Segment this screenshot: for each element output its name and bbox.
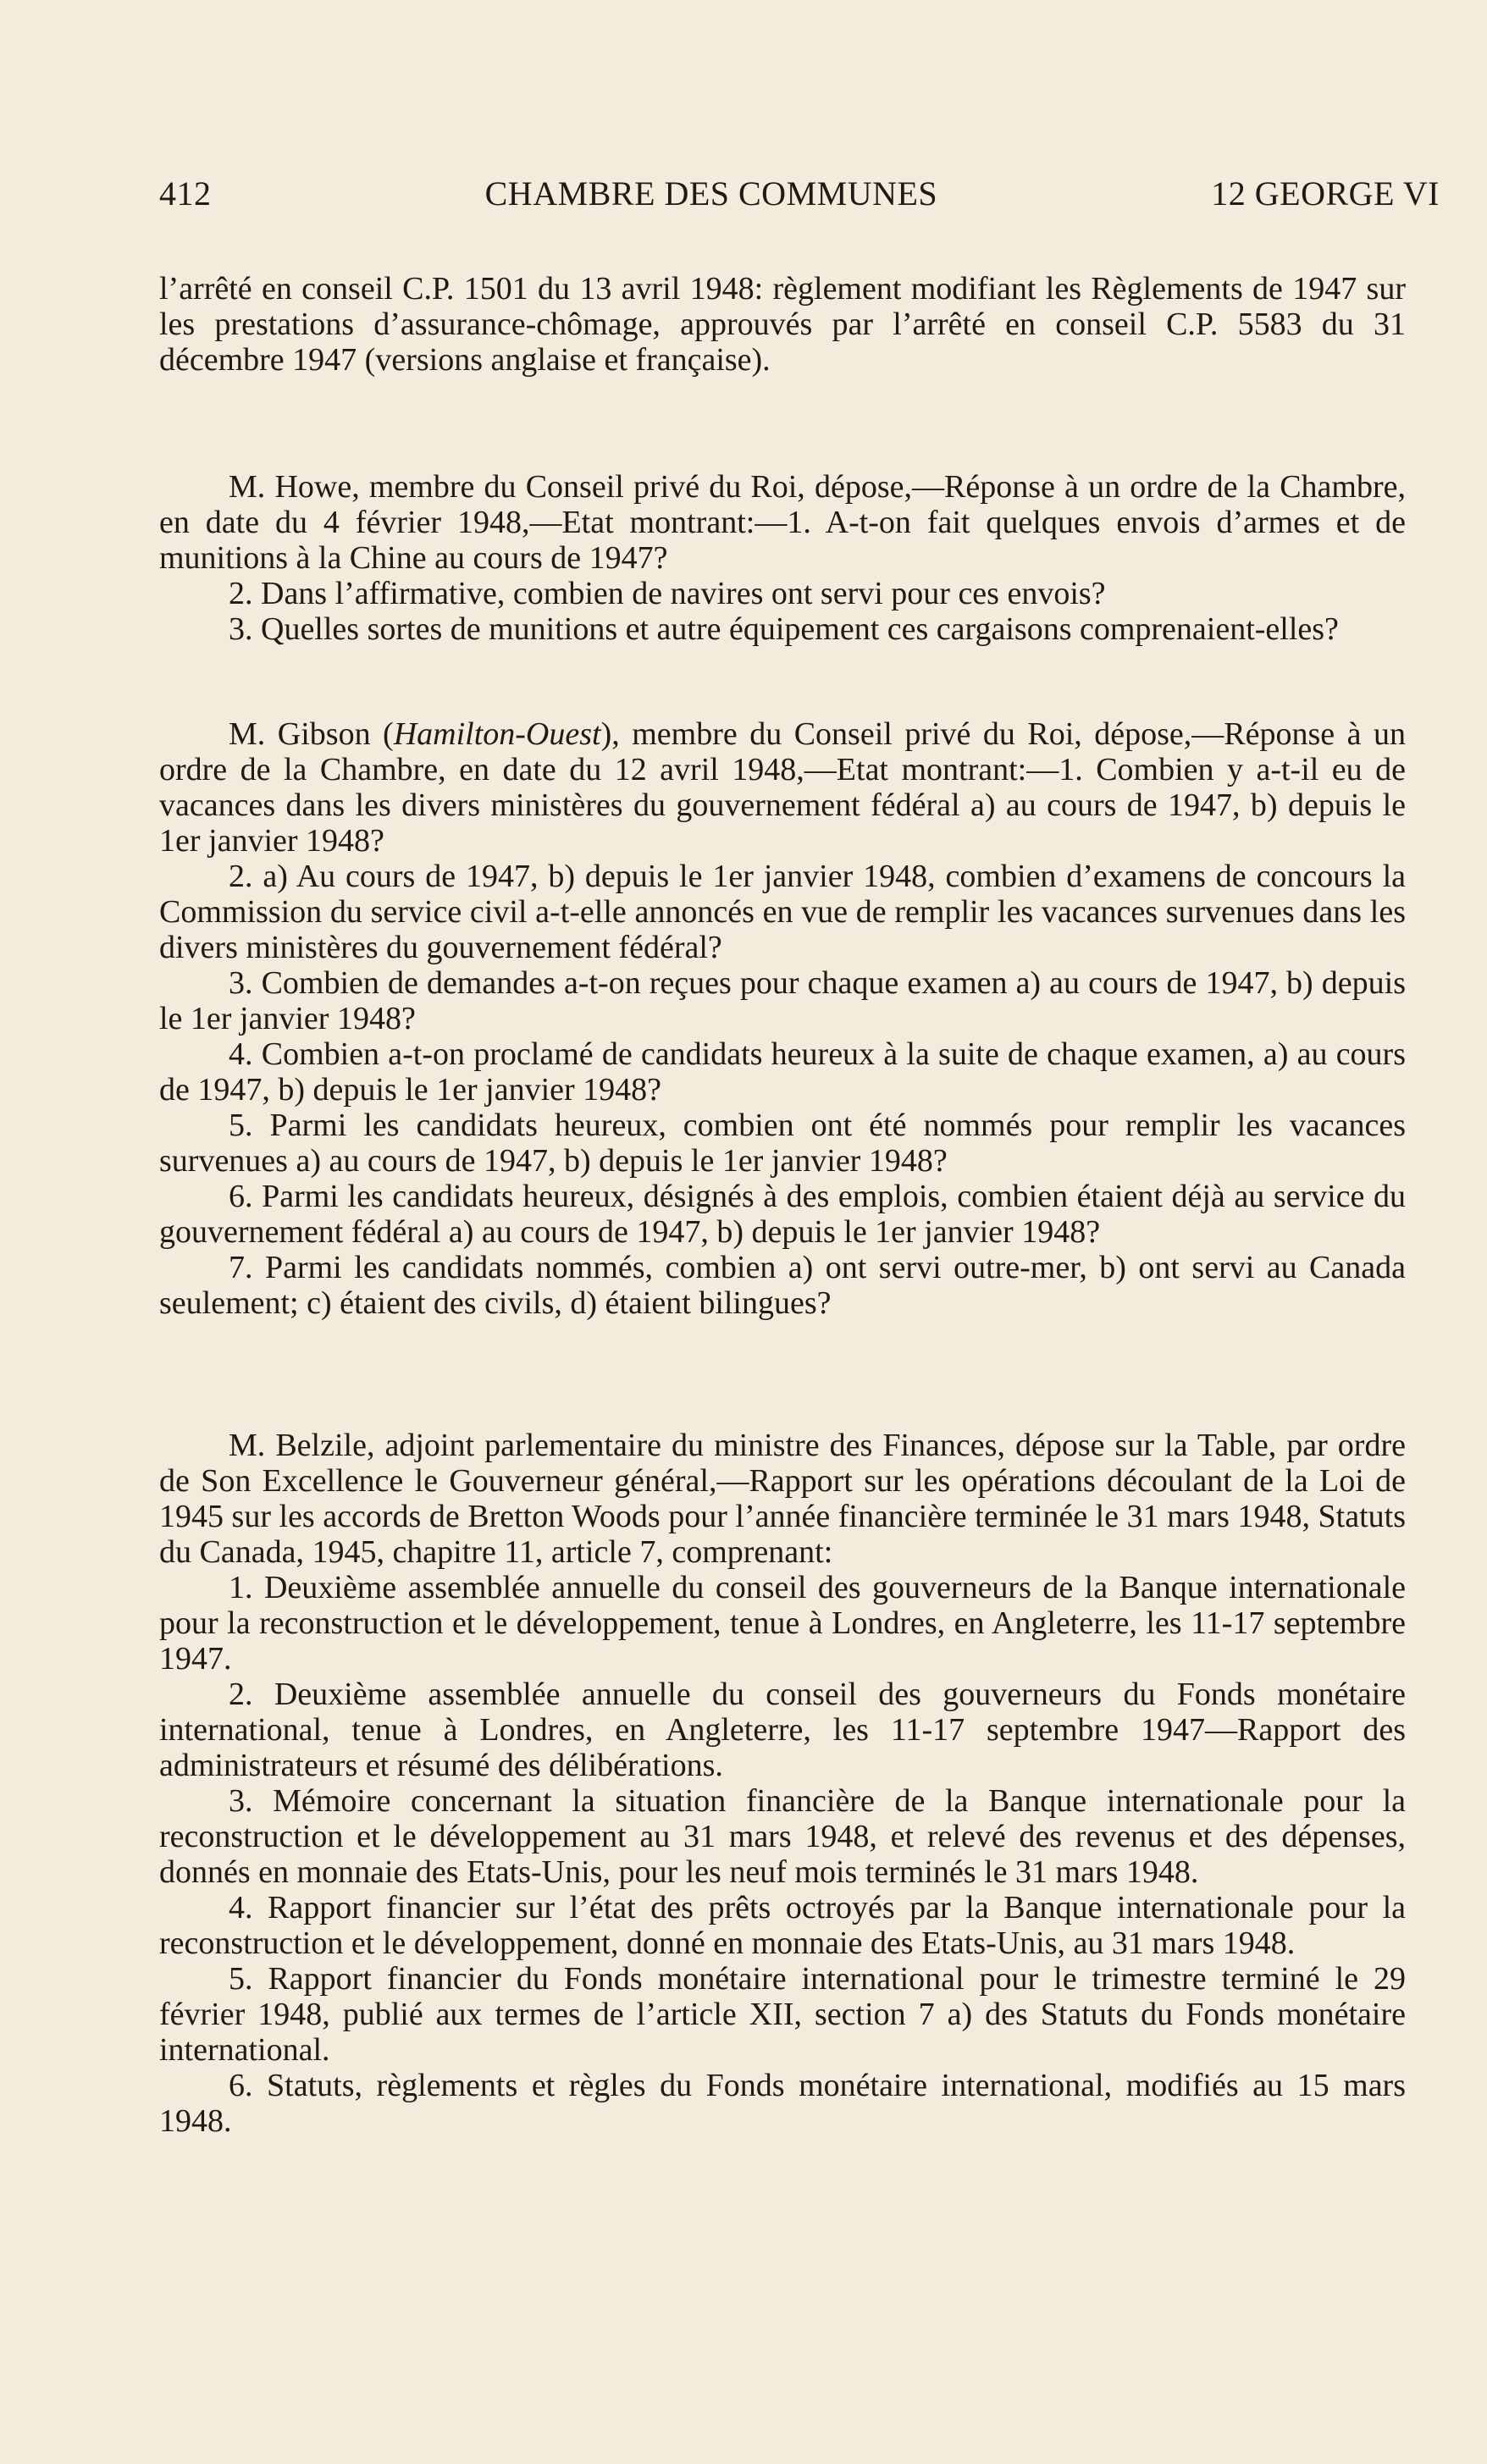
page-number: 412 [159,174,212,213]
gibson-lead: M. Gibson ( [229,716,394,752]
gibson-entry [159,716,1406,1321]
howe-item: 3. Quelles sortes de munitions et autre équipement ces cargaisons comprenaient-elles? [229,611,1339,647]
belzile-item: 4. Rapport financier sur l’état des prêts octroyés par la Banque internationale pour la reconstruction et le développement, donné en monnaie des Etats-Unis, au 31 mars 1948. [159,1890,1406,1961]
gibson-paragraph [159,716,1406,859]
gibson-item: 2. a) Au cours de 1947, b) depuis le 1er janvier 1948, combien d’examens de concours la Commission du service civil a-t-elle annoncés en vue de remplir les vacances survenues dans les divers ministères du gouvernement fédéral? [159,859,1406,965]
gibson-rest: ), membre du Conseil privé du Roi, dépose,—Réponse à un ordre de la Chambre, en date du 12 avril 1948,—Etat montrant:— [159,716,1406,787]
belzile-item: 1. Deuxième assemblée annuelle du conseil des gouverneurs de la Banque internationale pour la reconstruction et le développement, tenue à Londres, en Angleterre, les 11-17 septembre 1947. [159,1570,1406,1677]
gibson-item: 3. Combien de demandes a-t-on reçues pour chaque examen a) au cours de 1947, b) depuis le 1er janvier 1948? [159,965,1406,1036]
intro-paragraph: l’arrêté en conseil C.P. 1501 du 13 avril 1948: règlement modifiant les Règlements de 1947 sur les prestations d’assurance-chômage, approuvés par l’arrêté en conseil C.P. 5583 du 31 décembre 1947 (versions anglaise et française). [159,271,1406,378]
howe-item: 2. Dans l’affirmative, combien de navires ont servi pour ces envois? [229,576,1106,611]
gibson-item: 7. Parmi les candidats nommés, combien a) ont servi outre-mer, b) ont servi au Canada seulement; c) étaient des civils, d) étaient bilingues? [159,1250,1406,1321]
journal-title: CHAMBRE DES COMMUNES [484,174,938,213]
belzile-item: 5. Rapport financier du Fonds monétaire international pour le trimestre terminé le 29 février 1948, publié aux termes de l’article XII, section 7 a) des Statuts du Fonds monétaire international. [159,1961,1406,2068]
session-label: 12 GEORGE VI [1211,174,1440,213]
gibson-item: 6. Parmi les candidats heureux, désignés à des emplois, combien étaient déjà au service du gouvernement fédéral a) au cours de 1947, b) depuis le 1er janvier 1948? [159,1179,1406,1250]
belzile-item: 2. Deuxième assemblée annuelle du conseil des gouverneurs du Fonds monétaire international, tenue à Londres, en Angleterre, les 11-17 septembre 1947—Rapport des administrateurs et résumé des délibérations. [159,1677,1406,1783]
belzile-entry [159,1428,1406,2139]
belzile-item: 3. Mémoire concernant la situation financière de la Banque internationale pour la reconstruction et le développement au 31 mars 1948, et relevé des revenus et des dépenses, donnés en monnaie des Etats-Unis, pour les neuf mois terminés le 31 mars 1948. [159,1783,1406,1890]
howe-entry [159,469,1406,647]
belzile-item: 6. Statuts, règlements et règles du Fonds monétaire international, modifiés au 15 mars 1948. [159,2068,1406,2139]
gibson-item: 5. Parmi les candidats heureux, combien ont été nommés pour remplir les vacances survenues a) au cours de 1947, b) depuis le 1er janvier 1948? [159,1108,1406,1179]
gibson-item: 4. Combien a-t-on proclamé de candidats heureux à la suite de chaque examen, a) au cours de 1947, b) depuis le 1er janvier 1948? [159,1036,1406,1108]
belzile-paragraph: M. Belzile, adjoint parlementaire du ministre des Finances, dépose sur la Table, par ordre de Son Excellence le Gouverneur général,—Rapport sur les opérations découlant de la Loi de 1945 sur les accords de Bretton Woods pour l’année financière terminée le 31 mars 1948, Statuts du Canada, 1945, chapitre 11, article 7, comprenant: [159,1428,1406,1570]
document-body [159,271,1406,2139]
gibson-item: 1. Combien y a-t-il eu de vacances dans les divers ministères du gouvernement fédéral a) au cours de 1947, b) depuis le 1er janvier 1948? [159,752,1406,859]
page-header [159,174,1440,213]
howe-paragraph: M. Howe, membre du Conseil privé du Roi, dépose,—Réponse à un ordre de la Chambre, en date du 4 février 1948,—Etat montrant:—1. A-t-on fait quelques envois d’armes et de munitions à la Chine au cours de 1947? [159,469,1406,576]
gibson-riding: Hamilton-Ouest [393,716,601,752]
